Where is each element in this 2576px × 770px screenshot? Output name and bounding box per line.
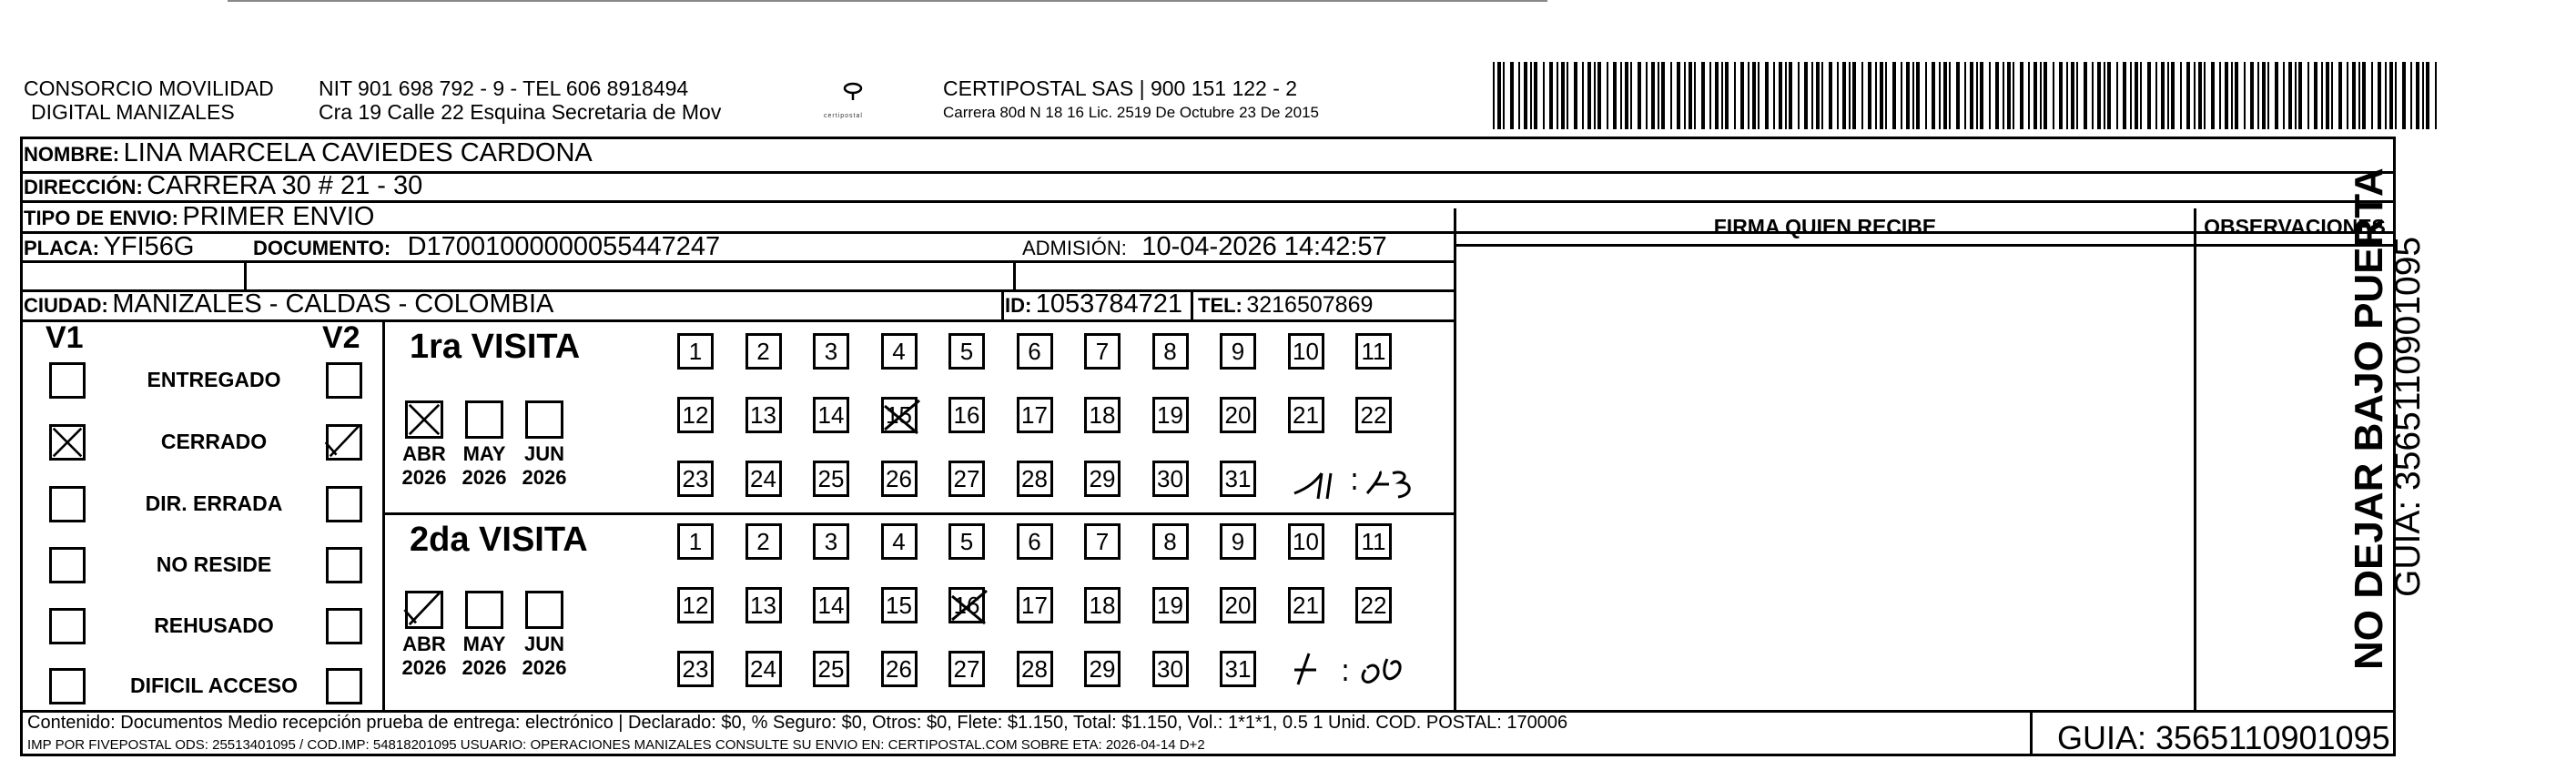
visit2-day-box: 29 [1084, 651, 1121, 687]
visit2-day-box: 23 [677, 651, 714, 687]
visit2-day-box: 7 [1084, 523, 1121, 560]
visit1-day-box: 16 [948, 397, 985, 433]
v1-checkbox [49, 608, 86, 644]
visit1-day-box: 13 [745, 397, 782, 433]
visit1-day-box: 17 [1017, 397, 1053, 433]
v2-checkbox [326, 362, 362, 399]
visit2-day-box: 1 [677, 523, 714, 560]
no-dejar-bajo-puerta: NO DEJAR BAJO PUERTA [2347, 167, 2391, 670]
v1-checkbox [49, 668, 86, 704]
visit1-day-box: 20 [1220, 397, 1256, 433]
status-label: DIFICIL ACCESO [129, 674, 298, 697]
scan-edge [228, 0, 1547, 2]
v2-checkbox [326, 668, 362, 704]
admision-row [1022, 232, 1387, 262]
visit2-day-box: 24 [745, 651, 782, 687]
visit1-day-box: 23 [677, 461, 714, 497]
visit1-day-box: 18 [1084, 397, 1121, 433]
visit1-day-box: 31 [1220, 461, 1256, 497]
footer-guia: GUIA: 3565110901095 [2057, 719, 2390, 756]
visit1-day-box: 21 [1288, 397, 1324, 433]
visit2-day-box: 15 [881, 587, 918, 623]
footer-contenido: Contenido: Documentos Medio recepción prueba de entrega: electrónico | Declarado: $0, % Seguro: $0, Otros: $0, Flete: $1.150, Total: $1.150, Vol.: 1*1*1, 0.5 1 Unid. COD. POSTAL: 170006 [27, 713, 1568, 733]
ciudad-value: MANIZALES - CALDAS - COLOMBIA [112, 289, 554, 319]
visit1-day-box: 27 [948, 461, 985, 497]
visit1-month-checkbox [525, 400, 563, 439]
admision-value: 10-04-2026 14:42:57 [1141, 232, 1387, 261]
tipo-envio-label: TIPO DE ENVIO: [24, 207, 178, 229]
visit1-day-box: 6 [1017, 333, 1053, 370]
visit1-month-year: 2026 [461, 466, 507, 489]
address-line: Cra 19 Calle 22 Esquina Secretaria de Mov [319, 100, 722, 124]
visit1-day-box: 14 [813, 397, 849, 433]
visit1-day-box: 2 [745, 333, 782, 370]
visit2-day-box: 19 [1152, 587, 1189, 623]
v2-checkbox [326, 547, 362, 583]
visit1-title: 1ra VISITA [410, 328, 581, 366]
visit2-day-box: 2 [745, 523, 782, 560]
visit2-day-box: 14 [813, 587, 849, 623]
v1-checkbox [49, 362, 86, 399]
visit1-day-box: 28 [1017, 461, 1053, 497]
visit2-day-box: 17 [1017, 587, 1053, 623]
v1-header: V1 [46, 320, 84, 355]
visit2-day-box: 9 [1220, 523, 1256, 560]
visit1-day-box: 10 [1288, 333, 1324, 370]
carrier-line1: CERTIPOSTAL SAS | 900 151 122 - 2 [943, 76, 1298, 100]
visit1-day-box: 9 [1220, 333, 1256, 370]
v2-checkbox [326, 608, 362, 644]
observaciones-header: OBSERVACIONES [2204, 215, 2386, 238]
id-value: 1053784721 [1035, 289, 1183, 319]
status-label: ENTREGADO [147, 368, 281, 391]
id-row [1005, 289, 1182, 319]
nombre-label: NOMBRE: [24, 143, 120, 166]
company-name-line1: CONSORCIO MOVILIDAD [24, 76, 274, 100]
visit1-day-box: 11 [1355, 333, 1392, 370]
id-label: ID: [1005, 294, 1032, 317]
nit-line: NIT 901 698 792 - 9 - TEL 606 8918494 [319, 76, 689, 100]
visit1-month-checkbox [465, 400, 503, 439]
status-label: CERRADO [160, 430, 268, 453]
v1-checkbox [49, 424, 86, 461]
visit2-title: 2da VISITA [410, 521, 588, 559]
visit2-day-box: 4 [881, 523, 918, 560]
status-label: DIR. ERRADA [145, 491, 283, 515]
visit1-day-box: 5 [948, 333, 985, 370]
visit2-month-year: 2026 [461, 656, 507, 679]
status-label: REHUSADO [154, 613, 274, 637]
visit1-day-box: 30 [1152, 461, 1189, 497]
visit1-day-box: 29 [1084, 461, 1121, 497]
visit2-day-box: 5 [948, 523, 985, 560]
v2-checkbox [326, 424, 362, 461]
tel-label: TEL: [1198, 294, 1242, 317]
visit2-month-year: 2026 [522, 656, 567, 679]
visit1-day-box: 1 [677, 333, 714, 370]
ciudad-label: CIUDAD: [24, 294, 108, 317]
v1-checkbox [49, 486, 86, 522]
ciudad-row [24, 289, 553, 319]
visit2-month-checkbox [525, 591, 563, 629]
placa-label: PLACA: [24, 237, 100, 259]
visit2-day-box: 3 [813, 523, 849, 560]
side-guia: GUIA: 3565110901095 [2388, 236, 2428, 597]
visit2-day-box: 26 [881, 651, 918, 687]
visit1-day-box: 12 [677, 397, 714, 433]
visit1-month-label: MAY [462, 442, 506, 465]
tipo-envio-row [24, 202, 374, 232]
visit2-day-box: 12 [677, 587, 714, 623]
visit1-month-year: 2026 [522, 466, 567, 489]
v2-checkbox [326, 486, 362, 522]
visit1-day-box: 26 [881, 461, 918, 497]
tel-value: 3216507869 [1246, 292, 1374, 318]
visit1-day-box: 24 [745, 461, 782, 497]
carrier-line2: Carrera 80d N 18 16 Lic. 2519 De Octubre 23 De 2015 [943, 104, 1319, 121]
visit2-month-year: 2026 [401, 656, 447, 679]
nombre-row [24, 138, 593, 168]
firma-header: FIRMA QUIEN RECIBE [1713, 215, 1937, 238]
visit2-month-label: JUN [523, 633, 564, 655]
placa-value: YFI56G [103, 232, 195, 261]
visit1-month-year: 2026 [401, 466, 447, 489]
visit2-day-box: 10 [1288, 523, 1324, 560]
direccion-row [24, 171, 422, 201]
visit2-day-box: 20 [1220, 587, 1256, 623]
visit2-day-box: 30 [1152, 651, 1189, 687]
documento-label: DOCUMENTO: [253, 237, 391, 259]
footer-imp: IMP POR FIVEPOSTAL ODS: 25513401095 / COD.IMP: 54818201095 USUARIO: OPERACIONES MANIZALES CONSULTE SU ENVIO EN: CERTIPOSTAL.COM SOBRE ETA: 2026-04-14 D+2 [27, 737, 1205, 753]
visit2-day-box: 28 [1017, 651, 1053, 687]
visit2-day-box: 8 [1152, 523, 1189, 560]
visit2-day-box: 27 [948, 651, 985, 687]
visit2-day-box: 25 [813, 651, 849, 687]
visit1-handwritten-time [1291, 453, 1427, 506]
visit1-day-box: 19 [1152, 397, 1189, 433]
certipostal-logo-icon [830, 80, 876, 113]
visit2-month-label: MAY [462, 633, 506, 655]
admision-label: ADMISIÓN: [1022, 237, 1127, 259]
visit1-month-label: JUN [523, 442, 564, 465]
direccion-value: CARRERA 30 # 21 - 30 [147, 171, 423, 200]
tipo-envio-value: PRIMER ENVIO [182, 202, 375, 231]
visit1-day-box: 25 [813, 461, 849, 497]
documento-row [253, 232, 720, 262]
visit2-day-box: 22 [1355, 587, 1392, 623]
visit1-month-label: ABR [402, 442, 446, 465]
visit1-day-box: 22 [1355, 397, 1392, 433]
nombre-value: LINA MARCELA CAVIEDES CARDONA [123, 138, 593, 167]
visit2-handwritten-time [1291, 643, 1427, 695]
visit2-month-label: ABR [402, 633, 446, 655]
visit2-day-box: 16 [948, 587, 985, 623]
logo-caption: certipostal [824, 113, 863, 119]
visit2-day-box: 18 [1084, 587, 1121, 623]
status-label: NO RESIDE [156, 552, 272, 576]
barcode-icon [1493, 62, 2449, 129]
visit1-day-box: 3 [813, 333, 849, 370]
visit2-month-checkbox [465, 591, 503, 629]
visit1-month-checkbox [405, 400, 443, 439]
v2-header: V2 [322, 320, 360, 355]
documento-value: D17001000000055447247 [407, 232, 721, 261]
v1-checkbox [49, 547, 86, 583]
visit1-day-box: 4 [881, 333, 918, 370]
company-name-line2: DIGITAL MANIZALES [31, 100, 235, 124]
visit1-day-box: 15 [881, 397, 918, 433]
visit2-day-box: 31 [1220, 651, 1256, 687]
visit1-day-box: 7 [1084, 333, 1121, 370]
tel-row [1198, 292, 1373, 319]
direccion-label: DIRECCIÓN: [24, 176, 143, 198]
visit2-day-box: 11 [1355, 523, 1392, 560]
visit2-day-box: 21 [1288, 587, 1324, 623]
placa-row [24, 232, 195, 262]
visit1-day-box: 8 [1152, 333, 1189, 370]
visit2-month-checkbox [405, 591, 443, 629]
visit2-day-box: 13 [745, 587, 782, 623]
visit2-day-box: 6 [1017, 523, 1053, 560]
